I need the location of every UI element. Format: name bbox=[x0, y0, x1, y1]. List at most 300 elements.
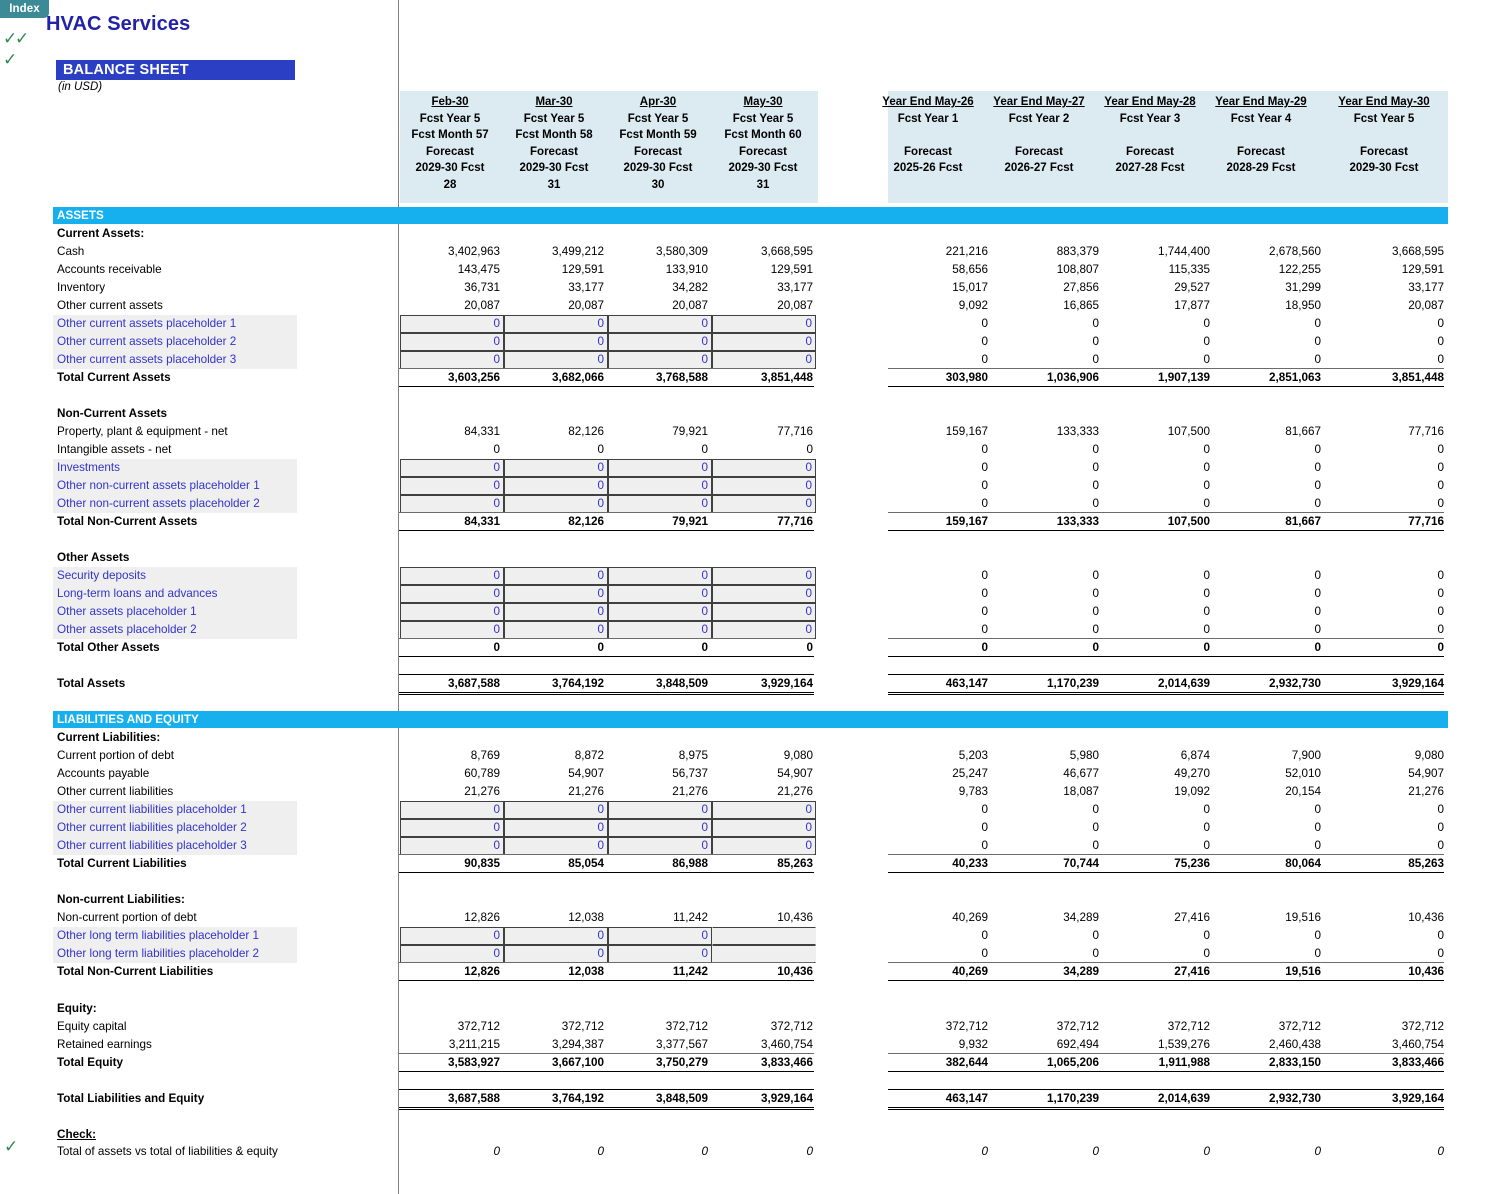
value-cell-other-non-current-assets-placeholder-2-y3: 0 bbox=[1203, 497, 1210, 510]
value-cell-ppe-net-y5: 77,716 bbox=[1408, 425, 1444, 438]
table-row bbox=[0, 747, 1507, 765]
value-cell-other-current-liabilities-y1: 9,783 bbox=[958, 785, 988, 798]
value-cell-security-deposits-y4: 0 bbox=[1314, 569, 1321, 582]
input-cell-other-non-current-assets-placeholder-2-m2[interactable]: 0 bbox=[504, 495, 608, 513]
value-cell-total-assets-m4: 3,929,164 bbox=[761, 677, 813, 690]
value-cell-cash-y4: 2,678,560 bbox=[1269, 245, 1321, 258]
input-cell-other-current-assets-placeholder-1-m3[interactable]: 0 bbox=[608, 315, 712, 333]
value-cell-non-current-portion-of-debt-y2: 34,289 bbox=[1063, 911, 1099, 924]
input-cell-other-long-term-liabilities-placeholder-1-m2[interactable]: 0 bbox=[504, 927, 608, 945]
row-label-total-assets: Total Assets bbox=[57, 677, 126, 690]
input-cell-other-long-term-liabilities-placeholder-2-m1[interactable]: 0 bbox=[400, 945, 504, 963]
value-cell-total-other-assets-m3: 0 bbox=[701, 641, 708, 654]
table-row bbox=[0, 567, 1507, 585]
value-cell-other-assets-placeholder-2-y1: 0 bbox=[981, 623, 988, 636]
input-cell-investments-m1[interactable]: 0 bbox=[400, 459, 504, 477]
total-rule bbox=[888, 980, 1444, 981]
section-banner-assets: ASSETS bbox=[53, 207, 399, 224]
value-cell-total-non-current-assets-m2: 82,126 bbox=[568, 515, 604, 528]
total-rule bbox=[399, 656, 814, 657]
input-cell-other-current-assets-placeholder-1-m4[interactable]: 0 bbox=[712, 315, 816, 333]
check-mark-icon: ✓ bbox=[3, 29, 18, 49]
total-rule bbox=[888, 962, 1444, 963]
value-cell-other-assets-placeholder-1-y4: 0 bbox=[1314, 605, 1321, 618]
input-cell-other-long-term-liabilities-placeholder-2-m2[interactable]: 0 bbox=[504, 945, 608, 963]
row-label-other-current-assets-placeholder-3[interactable]: Other current assets placeholder 3 bbox=[57, 353, 237, 366]
value-cell-ppe-net-y3: 107,500 bbox=[1167, 425, 1210, 438]
check-heading: Check: bbox=[57, 1128, 96, 1141]
value-cell-total-current-assets-y2: 1,036,906 bbox=[1047, 371, 1099, 384]
value-cell-total-equity-m1: 3,583,927 bbox=[448, 1056, 500, 1069]
table-row bbox=[0, 1018, 1507, 1036]
value-cell-total-non-current-assets-m4: 77,716 bbox=[777, 515, 813, 528]
other-assets-heading: Other Assets bbox=[57, 551, 130, 564]
value-cell-ppe-net-m1: 84,331 bbox=[464, 425, 500, 438]
value-cell-intangible-assets-net-y4: 0 bbox=[1314, 443, 1321, 456]
input-cell-other-assets-placeholder-1-m4[interactable]: 0 bbox=[712, 603, 816, 621]
input-cell-other-assets-placeholder-2-m3[interactable]: 0 bbox=[608, 621, 712, 639]
value-cell-other-non-current-assets-placeholder-1-y5: 0 bbox=[1437, 479, 1444, 492]
value-cell-total-liabilities-and-equity-m4: 3,929,164 bbox=[761, 1092, 813, 1105]
value-cell-inventory-m1: 36,731 bbox=[464, 281, 500, 294]
row-label-accounts-payable: Accounts payable bbox=[57, 767, 150, 780]
value-cell-other-current-liabilities-m2: 21,276 bbox=[568, 785, 604, 798]
input-cell-other-non-current-assets-placeholder-2-m1[interactable]: 0 bbox=[400, 495, 504, 513]
input-cell-other-current-liabilities-placeholder-3-m3[interactable]: 0 bbox=[608, 837, 712, 855]
value-cell-other-assets-placeholder-2-y5: 0 bbox=[1437, 623, 1444, 636]
value-cell-other-current-assets-y3: 17,877 bbox=[1174, 299, 1210, 312]
value-cell-total-other-assets-m2: 0 bbox=[597, 641, 604, 654]
value-cell-retained-earnings-m2: 3,294,387 bbox=[552, 1038, 604, 1051]
input-cell-other-current-liabilities-placeholder-3-m4[interactable]: 0 bbox=[712, 837, 816, 855]
table-row bbox=[0, 1036, 1507, 1054]
value-cell-other-assets-placeholder-1-y1: 0 bbox=[981, 605, 988, 618]
input-cell-other-long-term-liabilities-placeholder-1-m4[interactable] bbox=[712, 927, 816, 945]
value-cell-current-portion-of-debt-y1: 5,203 bbox=[958, 749, 988, 762]
value-cell-total-non-current-assets-y1: 159,167 bbox=[945, 515, 988, 528]
row-label-total-non-current-liabilities: Total Non-Current Liabilities bbox=[57, 965, 214, 978]
value-cell-total-equity-m4: 3,833,466 bbox=[761, 1056, 813, 1069]
value-cell-total-liabilities-and-equity-y1: 463,147 bbox=[945, 1092, 988, 1105]
value-cell-equity-capital-y4: 372,712 bbox=[1278, 1020, 1321, 1033]
value-cell-check-assets-vs-liabilities-m3: 0 bbox=[701, 1145, 708, 1158]
value-cell-total-non-current-liabilities-m1: 12,826 bbox=[464, 965, 500, 978]
input-cell-other-current-liabilities-placeholder-3-m2[interactable]: 0 bbox=[504, 837, 608, 855]
table-row bbox=[0, 927, 1507, 945]
input-cell-other-current-liabilities-placeholder-2-m2[interactable]: 0 bbox=[504, 819, 608, 837]
value-cell-other-current-liabilities-y2: 18,087 bbox=[1063, 785, 1099, 798]
table-row bbox=[0, 837, 1507, 855]
input-cell-other-long-term-liabilities-placeholder-2-m4[interactable] bbox=[712, 945, 816, 963]
column-header-apr-30: Apr-30 Fcst Year 5 Fcst Month 59 Forecast 2029-30 Fcst 30 bbox=[619, 96, 697, 191]
input-cell-other-current-assets-placeholder-3-m1[interactable]: 0 bbox=[400, 351, 504, 369]
value-cell-retained-earnings-y3: 1,539,276 bbox=[1158, 1038, 1210, 1051]
check-mark-icon: ✓ bbox=[3, 50, 18, 70]
value-cell-other-long-term-liabilities-placeholder-2-y2: 0 bbox=[1092, 947, 1099, 960]
column-header-may-30: May-30 Fcst Year 5 Fcst Month 60 Forecast 2029-30 Fcst 31 bbox=[724, 96, 802, 191]
value-cell-total-current-liabilities-y2: 70,744 bbox=[1063, 857, 1099, 870]
value-cell-accounts-payable-m1: 60,789 bbox=[464, 767, 500, 780]
value-cell-total-equity-y2: 1,065,206 bbox=[1047, 1056, 1099, 1069]
value-cell-total-current-assets-m3: 3,768,588 bbox=[656, 371, 708, 384]
input-cell-other-current-assets-placeholder-2-m1[interactable]: 0 bbox=[400, 333, 504, 351]
row-label-other-assets-placeholder-2[interactable]: Other assets placeholder 2 bbox=[57, 623, 197, 636]
value-cell-other-current-liabilities-y4: 20,154 bbox=[1285, 785, 1321, 798]
input-cell-other-current-assets-placeholder-3-m2[interactable]: 0 bbox=[504, 351, 608, 369]
column-header-year-end-may-27: Year End May-27 Fcst Year 2 Forecast 2026-27 Fcst bbox=[993, 96, 1085, 174]
value-cell-intangible-assets-net-y5: 0 bbox=[1437, 443, 1444, 456]
value-cell-other-current-liabilities-placeholder-3-y4: 0 bbox=[1314, 839, 1321, 852]
input-cell-other-assets-placeholder-2-m1[interactable]: 0 bbox=[400, 621, 504, 639]
row-label-inventory: Inventory bbox=[57, 281, 106, 294]
value-cell-check-assets-vs-liabilities-y5: 0 bbox=[1437, 1145, 1444, 1158]
value-cell-total-non-current-liabilities-y4: 19,516 bbox=[1285, 965, 1321, 978]
value-cell-equity-capital-y3: 372,712 bbox=[1167, 1020, 1210, 1033]
value-cell-other-long-term-liabilities-placeholder-2-y4: 0 bbox=[1314, 947, 1321, 960]
value-cell-check-assets-vs-liabilities-y1: 0 bbox=[981, 1145, 988, 1158]
value-cell-accounts-receivable-m1: 143,475 bbox=[457, 263, 500, 276]
value-cell-total-non-current-assets-m1: 84,331 bbox=[464, 515, 500, 528]
value-cell-other-current-liabilities-m3: 21,276 bbox=[672, 785, 708, 798]
value-cell-total-non-current-liabilities-m2: 12,038 bbox=[568, 965, 604, 978]
value-cell-check-assets-vs-liabilities-m2: 0 bbox=[597, 1145, 604, 1158]
input-cell-other-assets-placeholder-2-m2[interactable]: 0 bbox=[504, 621, 608, 639]
current-liabilities-heading: Current Liabilities: bbox=[57, 731, 161, 744]
value-cell-total-other-assets-y1: 0 bbox=[981, 641, 988, 654]
check-mark-icon: ✓ bbox=[4, 1137, 19, 1157]
value-cell-other-long-term-liabilities-placeholder-1-y1: 0 bbox=[981, 929, 988, 942]
value-cell-current-portion-of-debt-m1: 8,769 bbox=[470, 749, 500, 762]
value-cell-accounts-payable-y3: 49,270 bbox=[1174, 767, 1210, 780]
value-cell-other-current-assets-placeholder-1-y5: 0 bbox=[1437, 317, 1444, 330]
value-cell-inventory-m2: 33,177 bbox=[568, 281, 604, 294]
value-cell-total-equity-m3: 3,750,279 bbox=[656, 1056, 708, 1069]
value-cell-ppe-net-y2: 133,333 bbox=[1056, 425, 1099, 438]
value-cell-other-assets-placeholder-2-y2: 0 bbox=[1092, 623, 1099, 636]
input-cell-investments-m3[interactable]: 0 bbox=[608, 459, 712, 477]
table-row bbox=[0, 1090, 1507, 1108]
input-cell-other-current-assets-placeholder-2-m4[interactable]: 0 bbox=[712, 333, 816, 351]
input-cell-other-long-term-liabilities-placeholder-1-m1[interactable]: 0 bbox=[400, 927, 504, 945]
value-cell-total-assets-m1: 3,687,588 bbox=[448, 677, 500, 690]
row-label-equity-capital: Equity capital bbox=[57, 1020, 127, 1033]
row-label-other-current-liabilities-placeholder-3[interactable]: Other current liabilities placeholder 3 bbox=[57, 839, 247, 852]
value-cell-long-term-loans-and-advances-y5: 0 bbox=[1437, 587, 1444, 600]
value-cell-inventory-y2: 27,856 bbox=[1063, 281, 1099, 294]
value-cell-intangible-assets-net-m1: 0 bbox=[493, 443, 500, 456]
value-cell-other-assets-placeholder-2-y3: 0 bbox=[1203, 623, 1210, 636]
value-cell-other-assets-placeholder-1-y3: 0 bbox=[1203, 605, 1210, 618]
value-cell-check-assets-vs-liabilities-m1: 0 bbox=[493, 1145, 500, 1158]
total-rule bbox=[399, 368, 814, 369]
row-label-long-term-loans-and-advances[interactable]: Long-term loans and advances bbox=[57, 587, 218, 600]
value-cell-equity-capital-y5: 372,712 bbox=[1401, 1020, 1444, 1033]
value-cell-other-current-assets-m1: 20,087 bbox=[464, 299, 500, 312]
value-cell-current-portion-of-debt-m2: 8,872 bbox=[574, 749, 604, 762]
row-label-other-current-liabilities-placeholder-2[interactable]: Other current liabilities placeholder 2 bbox=[57, 821, 247, 834]
row-label-total-non-current-assets: Total Non-Current Assets bbox=[57, 515, 198, 528]
value-cell-non-current-portion-of-debt-y3: 27,416 bbox=[1174, 911, 1210, 924]
row-label-non-current-portion-of-debt: Non-current portion of debt bbox=[57, 911, 197, 924]
table-row bbox=[0, 945, 1507, 963]
value-cell-other-current-assets-placeholder-2-y5: 0 bbox=[1437, 335, 1444, 348]
input-cell-other-current-assets-placeholder-3-m3[interactable]: 0 bbox=[608, 351, 712, 369]
input-cell-other-non-current-assets-placeholder-1-m3[interactable]: 0 bbox=[608, 477, 712, 495]
value-cell-retained-earnings-m4: 3,460,754 bbox=[761, 1038, 813, 1051]
value-cell-total-non-current-liabilities-m3: 11,242 bbox=[672, 965, 708, 978]
input-cell-other-non-current-assets-placeholder-1-m4[interactable]: 0 bbox=[712, 477, 816, 495]
row-label-current-portion-of-debt: Current portion of debt bbox=[57, 749, 174, 762]
total-rule bbox=[399, 872, 814, 873]
table-row bbox=[0, 315, 1507, 333]
row-label-other-current-liabilities-placeholder-1[interactable]: Other current liabilities placeholder 1 bbox=[57, 803, 247, 816]
input-cell-security-deposits-m4[interactable]: 0 bbox=[712, 567, 816, 585]
value-cell-cash-m1: 3,402,963 bbox=[448, 245, 500, 258]
input-cell-other-assets-placeholder-1-m1[interactable]: 0 bbox=[400, 603, 504, 621]
value-cell-investments-y2: 0 bbox=[1092, 461, 1099, 474]
value-cell-total-non-current-liabilities-y2: 34,289 bbox=[1063, 965, 1099, 978]
value-cell-accounts-payable-y5: 54,907 bbox=[1408, 767, 1444, 780]
input-cell-other-assets-placeholder-1-m2[interactable]: 0 bbox=[504, 603, 608, 621]
value-cell-intangible-assets-net-y1: 0 bbox=[981, 443, 988, 456]
value-cell-security-deposits-y3: 0 bbox=[1203, 569, 1210, 582]
value-cell-total-other-assets-m1: 0 bbox=[493, 641, 500, 654]
value-cell-total-equity-m2: 3,667,100 bbox=[552, 1056, 604, 1069]
input-cell-other-current-liabilities-placeholder-1-m3[interactable]: 0 bbox=[608, 801, 712, 819]
value-cell-accounts-payable-m4: 54,907 bbox=[777, 767, 813, 780]
table-row bbox=[0, 333, 1507, 351]
table-row bbox=[0, 477, 1507, 495]
input-cell-other-long-term-liabilities-placeholder-2-m3[interactable]: 0 bbox=[608, 945, 712, 963]
value-cell-total-assets-m2: 3,764,192 bbox=[552, 677, 604, 690]
value-cell-total-other-assets-y2: 0 bbox=[1092, 641, 1099, 654]
row-label-other-assets-placeholder-1[interactable]: Other assets placeholder 1 bbox=[57, 605, 197, 618]
value-cell-accounts-receivable-m2: 129,591 bbox=[561, 263, 604, 276]
total-rule bbox=[399, 962, 814, 963]
value-cell-total-other-assets-y4: 0 bbox=[1314, 641, 1321, 654]
value-cell-cash-m3: 3,580,309 bbox=[656, 245, 708, 258]
row-label-retained-earnings: Retained earnings bbox=[57, 1038, 152, 1051]
value-cell-total-liabilities-and-equity-m3: 3,848,509 bbox=[656, 1092, 708, 1105]
column-header-year-end-may-28: Year End May-28 Fcst Year 3 Forecast 2027-28 Fcst bbox=[1104, 96, 1196, 174]
row-label-security-deposits[interactable]: Security deposits bbox=[57, 569, 146, 582]
row-label-other-current-assets-placeholder-1[interactable]: Other current assets placeholder 1 bbox=[57, 317, 237, 330]
input-cell-investments-m4[interactable]: 0 bbox=[712, 459, 816, 477]
value-cell-equity-capital-m2: 372,712 bbox=[561, 1020, 604, 1033]
value-cell-long-term-loans-and-advances-y4: 0 bbox=[1314, 587, 1321, 600]
row-label-other-long-term-liabilities-placeholder-1[interactable]: Other long term liabilities placeholder 1 bbox=[57, 929, 260, 942]
row-label-other-current-assets: Other current assets bbox=[57, 299, 163, 312]
total-rule bbox=[399, 980, 814, 981]
table-row bbox=[0, 765, 1507, 783]
table-row bbox=[0, 369, 1507, 387]
value-cell-long-term-loans-and-advances-y3: 0 bbox=[1203, 587, 1210, 600]
row-label-other-non-current-assets-placeholder-1[interactable]: Other non-current assets placeholder 1 bbox=[57, 479, 260, 492]
row-label-accounts-receivable: Accounts receivable bbox=[57, 263, 162, 276]
value-cell-other-non-current-assets-placeholder-2-y4: 0 bbox=[1314, 497, 1321, 510]
row-label-other-non-current-assets-placeholder-2[interactable]: Other non-current assets placeholder 2 bbox=[57, 497, 260, 510]
input-cell-other-current-liabilities-placeholder-3-m1[interactable]: 0 bbox=[400, 837, 504, 855]
total-rule bbox=[888, 638, 1444, 639]
input-cell-other-current-assets-placeholder-2-m2[interactable]: 0 bbox=[504, 333, 608, 351]
value-cell-other-current-liabilities-placeholder-3-y3: 0 bbox=[1203, 839, 1210, 852]
value-cell-other-assets-placeholder-1-y5: 0 bbox=[1437, 605, 1444, 618]
section-banner-assets bbox=[399, 207, 1448, 224]
value-cell-cash-m4: 3,668,595 bbox=[761, 245, 813, 258]
row-label-ppe-net: Property, plant & equipment - net bbox=[57, 425, 228, 438]
value-cell-total-current-assets-m2: 3,682,066 bbox=[552, 371, 604, 384]
value-cell-other-current-liabilities-placeholder-1-y5: 0 bbox=[1437, 803, 1444, 816]
value-cell-other-long-term-liabilities-placeholder-1-y3: 0 bbox=[1203, 929, 1210, 942]
table-row bbox=[0, 243, 1507, 261]
statement-title: BALANCE SHEET bbox=[56, 60, 295, 80]
section-banner-liabilities-equity: LIABILITIES AND EQUITY bbox=[53, 711, 399, 728]
value-cell-other-long-term-liabilities-placeholder-1-y2: 0 bbox=[1092, 929, 1099, 942]
total-rule bbox=[888, 1071, 1444, 1072]
value-cell-cash-y5: 3,668,595 bbox=[1392, 245, 1444, 258]
value-cell-ppe-net-m3: 79,921 bbox=[672, 425, 708, 438]
table-row bbox=[0, 495, 1507, 513]
value-cell-other-current-assets-y2: 16,865 bbox=[1063, 299, 1099, 312]
value-cell-accounts-receivable-y2: 108,807 bbox=[1056, 263, 1099, 276]
equity-heading: Equity: bbox=[57, 1002, 97, 1015]
value-cell-ppe-net-y4: 81,667 bbox=[1285, 425, 1321, 438]
input-cell-security-deposits-m1[interactable]: 0 bbox=[400, 567, 504, 585]
value-cell-other-current-assets-m3: 20,087 bbox=[672, 299, 708, 312]
table-row bbox=[0, 1143, 1507, 1161]
value-cell-intangible-assets-net-m4: 0 bbox=[806, 443, 813, 456]
value-cell-equity-capital-m3: 372,712 bbox=[665, 1020, 708, 1033]
value-cell-accounts-payable-y4: 52,010 bbox=[1285, 767, 1321, 780]
input-cell-other-current-liabilities-placeholder-1-m1[interactable]: 0 bbox=[400, 801, 504, 819]
value-cell-total-liabilities-and-equity-y5: 3,929,164 bbox=[1392, 1092, 1444, 1105]
value-cell-other-long-term-liabilities-placeholder-1-y5: 0 bbox=[1437, 929, 1444, 942]
value-cell-other-current-liabilities-placeholder-2-y1: 0 bbox=[981, 821, 988, 834]
value-cell-total-non-current-liabilities-y5: 10,436 bbox=[1408, 965, 1444, 978]
row-label-other-current-assets-placeholder-2[interactable]: Other current assets placeholder 2 bbox=[57, 335, 237, 348]
input-cell-other-current-liabilities-placeholder-1-m2[interactable]: 0 bbox=[504, 801, 608, 819]
row-label-intangible-assets-net: Intangible assets - net bbox=[57, 443, 172, 456]
value-cell-other-long-term-liabilities-placeholder-2-y5: 0 bbox=[1437, 947, 1444, 960]
value-cell-non-current-portion-of-debt-y5: 10,436 bbox=[1408, 911, 1444, 924]
input-cell-other-current-liabilities-placeholder-2-m4[interactable]: 0 bbox=[712, 819, 816, 837]
value-cell-total-assets-y2: 1,170,239 bbox=[1047, 677, 1099, 690]
value-cell-intangible-assets-net-y2: 0 bbox=[1092, 443, 1099, 456]
value-cell-total-liabilities-and-equity-m1: 3,687,588 bbox=[448, 1092, 500, 1105]
value-cell-equity-capital-m1: 372,712 bbox=[457, 1020, 500, 1033]
section-banner-liabilities-equity bbox=[399, 711, 1448, 728]
row-label-cash: Cash bbox=[57, 245, 85, 258]
row-label-other-long-term-liabilities-placeholder-2[interactable]: Other long term liabilities placeholder 2 bbox=[57, 947, 260, 960]
table-row bbox=[0, 513, 1507, 531]
value-cell-other-current-liabilities-placeholder-3-y5: 0 bbox=[1437, 839, 1444, 852]
input-cell-other-non-current-assets-placeholder-2-m4[interactable]: 0 bbox=[712, 495, 816, 513]
value-cell-other-long-term-liabilities-placeholder-2-y1: 0 bbox=[981, 947, 988, 960]
input-cell-other-long-term-liabilities-placeholder-1-m3[interactable]: 0 bbox=[608, 927, 712, 945]
value-cell-long-term-loans-and-advances-y1: 0 bbox=[981, 587, 988, 600]
current-assets-heading: Current Assets: bbox=[57, 227, 145, 240]
value-cell-total-other-assets-m4: 0 bbox=[806, 641, 813, 654]
input-cell-other-current-assets-placeholder-1-m2[interactable]: 0 bbox=[504, 315, 608, 333]
value-cell-total-current-liabilities-m2: 85,054 bbox=[568, 857, 604, 870]
value-cell-current-portion-of-debt-m4: 9,080 bbox=[783, 749, 813, 762]
value-cell-non-current-portion-of-debt-y1: 40,269 bbox=[952, 911, 988, 924]
index-tab-button[interactable]: Index bbox=[0, 0, 49, 18]
input-cell-other-current-liabilities-placeholder-2-m3[interactable]: 0 bbox=[608, 819, 712, 837]
value-cell-total-other-assets-y3: 0 bbox=[1203, 641, 1210, 654]
total-rule bbox=[888, 530, 1444, 531]
value-cell-non-current-portion-of-debt-y4: 19,516 bbox=[1285, 911, 1321, 924]
value-cell-retained-earnings-y5: 3,460,754 bbox=[1392, 1038, 1444, 1051]
value-cell-current-portion-of-debt-y3: 6,874 bbox=[1180, 749, 1210, 762]
value-cell-other-non-current-assets-placeholder-1-y1: 0 bbox=[981, 479, 988, 492]
value-cell-total-current-liabilities-m4: 85,263 bbox=[777, 857, 813, 870]
value-cell-other-current-liabilities-m4: 21,276 bbox=[777, 785, 813, 798]
input-cell-other-current-assets-placeholder-1-m1[interactable]: 0 bbox=[400, 315, 504, 333]
total-rule bbox=[888, 512, 1444, 513]
input-cell-security-deposits-m2[interactable]: 0 bbox=[504, 567, 608, 585]
total-rule bbox=[888, 1053, 1444, 1054]
value-cell-non-current-portion-of-debt-m2: 12,038 bbox=[568, 911, 604, 924]
grand-total-rule bbox=[399, 692, 814, 695]
input-cell-other-current-liabilities-placeholder-1-m4[interactable]: 0 bbox=[712, 801, 816, 819]
input-cell-long-term-loans-and-advances-m3[interactable]: 0 bbox=[608, 585, 712, 603]
value-cell-cash-y2: 883,379 bbox=[1056, 245, 1099, 258]
input-cell-long-term-loans-and-advances-m1[interactable]: 0 bbox=[400, 585, 504, 603]
total-rule bbox=[399, 512, 814, 513]
total-rule bbox=[399, 638, 814, 639]
value-cell-equity-capital-y2: 372,712 bbox=[1056, 1020, 1099, 1033]
value-cell-equity-capital-y1: 372,712 bbox=[945, 1020, 988, 1033]
value-cell-other-long-term-liabilities-placeholder-1-y4: 0 bbox=[1314, 929, 1321, 942]
value-cell-other-assets-placeholder-1-y2: 0 bbox=[1092, 605, 1099, 618]
input-cell-other-current-assets-placeholder-2-m3[interactable]: 0 bbox=[608, 333, 712, 351]
row-label-investments[interactable]: Investments bbox=[57, 461, 121, 474]
input-cell-long-term-loans-and-advances-m2[interactable]: 0 bbox=[504, 585, 608, 603]
value-cell-other-current-liabilities-placeholder-2-y2: 0 bbox=[1092, 821, 1099, 834]
value-cell-accounts-receivable-m3: 133,910 bbox=[665, 263, 708, 276]
value-cell-other-current-assets-placeholder-2-y3: 0 bbox=[1203, 335, 1210, 348]
input-cell-other-assets-placeholder-2-m4[interactable]: 0 bbox=[712, 621, 816, 639]
total-rule bbox=[399, 1089, 814, 1090]
value-cell-other-current-liabilities-placeholder-3-y2: 0 bbox=[1092, 839, 1099, 852]
input-cell-investments-m2[interactable]: 0 bbox=[504, 459, 608, 477]
input-cell-other-current-liabilities-placeholder-2-m1[interactable]: 0 bbox=[400, 819, 504, 837]
value-cell-other-current-assets-y5: 20,087 bbox=[1408, 299, 1444, 312]
input-cell-other-non-current-assets-placeholder-2-m3[interactable]: 0 bbox=[608, 495, 712, 513]
value-cell-retained-earnings-y2: 692,494 bbox=[1056, 1038, 1099, 1051]
input-cell-other-current-assets-placeholder-3-m4[interactable]: 0 bbox=[712, 351, 816, 369]
table-row bbox=[0, 585, 1507, 603]
column-header-year-end-may-26: Year End May-26 Fcst Year 1 Forecast 2025-26 Fcst bbox=[882, 96, 974, 174]
total-rule bbox=[888, 854, 1444, 855]
total-rule bbox=[888, 656, 1444, 657]
value-cell-accounts-payable-m3: 56,737 bbox=[672, 767, 708, 780]
value-cell-total-non-current-assets-y5: 77,716 bbox=[1408, 515, 1444, 528]
input-cell-long-term-loans-and-advances-m4[interactable]: 0 bbox=[712, 585, 816, 603]
row-label-other-current-liabilities: Other current liabilities bbox=[57, 785, 174, 798]
table-row bbox=[0, 963, 1507, 981]
input-cell-other-non-current-assets-placeholder-1-m1[interactable]: 0 bbox=[400, 477, 504, 495]
value-cell-other-current-liabilities-placeholder-1-y1: 0 bbox=[981, 803, 988, 816]
input-cell-security-deposits-m3[interactable]: 0 bbox=[608, 567, 712, 585]
input-cell-other-non-current-assets-placeholder-1-m2[interactable]: 0 bbox=[504, 477, 608, 495]
value-cell-inventory-m4: 33,177 bbox=[777, 281, 813, 294]
input-cell-other-assets-placeholder-1-m3[interactable]: 0 bbox=[608, 603, 712, 621]
value-cell-other-current-liabilities-placeholder-3-y1: 0 bbox=[981, 839, 988, 852]
value-cell-total-equity-y3: 1,911,988 bbox=[1158, 1056, 1210, 1069]
value-cell-other-current-assets-placeholder-1-y1: 0 bbox=[981, 317, 988, 330]
